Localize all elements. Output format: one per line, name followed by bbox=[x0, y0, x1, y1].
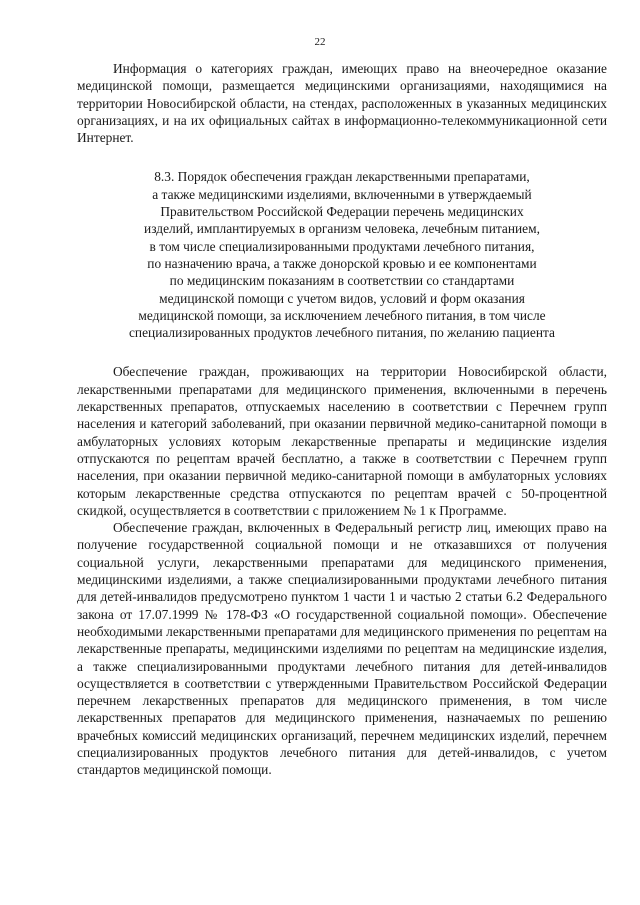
document-body bbox=[77, 60, 607, 779]
heading-line: изделий, имплантируемых в организм человека, лечебным питанием, bbox=[144, 221, 540, 237]
heading-line: медицинской помощи с учетом видов, условий и форм оказания bbox=[159, 290, 525, 306]
page-number: 22 bbox=[314, 36, 326, 48]
heading-line: 8.3. Порядок обеспечения граждан лекарственными препаратами, bbox=[154, 169, 530, 185]
heading-line: по медицинским показаниям в соответствии со стандартами bbox=[169, 273, 515, 289]
heading-line: Правительством Российской Федерации перечень медицинских bbox=[160, 204, 524, 220]
paragraph-federal-register: Обеспечение граждан, включенных в Федеральный регистр лиц, имеющих право на получение государственной социальной помощи и не отказавшихся от получения социальной услуги, лекарственными препаратами для медицинского применения, медицинскими изделиями, а также специализированными продуктами лечебного питания для детей-инвалидов предусмотрено пунктом 1 части 1 и частью 2 статьи 6.2 Федерального закона от 17.07.1999 № 178-ФЗ «О государственной социальной помощи». Обеспечение необходимыми лекарственными препаратами для медицинского применения по рецептам на лекарственные препараты, медицинскими изделиями по рецептам на медицинские изделия, а также специализированными продуктами лечебного питания для детей-инвалидов осуществляется в соответствии с утвержденными Правительством Российской Федерации перечнем лекарственных препаратов для медицинского применения, в том числе лекарственных препаратов для медицинского применения, назначаемых по решению врачебных комиссий медицинских организаций, перечнем медицинских изделий, перечнем специализированных продуктов лечебного питания для детей-инвалидов, с учетом стандартов медицинской помощи. bbox=[77, 520, 607, 778]
section-heading-8-3 bbox=[77, 168, 607, 341]
heading-line: специализированных продуктов лечебного питания, по желанию пациента bbox=[128, 325, 556, 341]
paragraph-drug-provision: Обеспечение граждан, проживающих на территории Новосибирской области, лекарственными препаратами для медицинского применения, включенными в перечень лекарственных препаратов, отпускаемых населению в соответствии с Перечнем групп населения и категорий заболеваний, при оказании первичной медико-санитарной помощи в амбулаторных условиях которым лекарственные препараты и медицинские изделия отпускаются по рецептам врачей бесплатно, а также в соответствии с Перечнем групп населения, при оказании первичной медико-санитарной помощи в амбулаторных условиях которым лекарственные средства отпускаются по рецептам врачей с 50-процентной скидкой, осуществляется в соответствии с приложением № 1 к Программе. bbox=[77, 364, 607, 518]
heading-line: в том числе специализированными продуктами лечебного питания, bbox=[149, 238, 535, 254]
heading-line: а также медицинскими изделиями, включенными в утверждаемый bbox=[152, 186, 532, 202]
heading-line: медицинской помощи, за исключением лечебного питания, в том числе bbox=[138, 307, 546, 323]
paragraph-priority-care-info: Информация о категориях граждан, имеющих право на внеочередное оказание медицинской помощи, размещается медицинскими организациями, находящимися на территории Новосибирской области, на стендах, расположенных в указанных медицинских организациях, и на их официальных сайтах в информационно-телекоммуникационной сети Интернет. bbox=[77, 61, 607, 146]
heading-line: по назначению врача, а также донорской кровью и ее компонентами bbox=[147, 255, 537, 271]
